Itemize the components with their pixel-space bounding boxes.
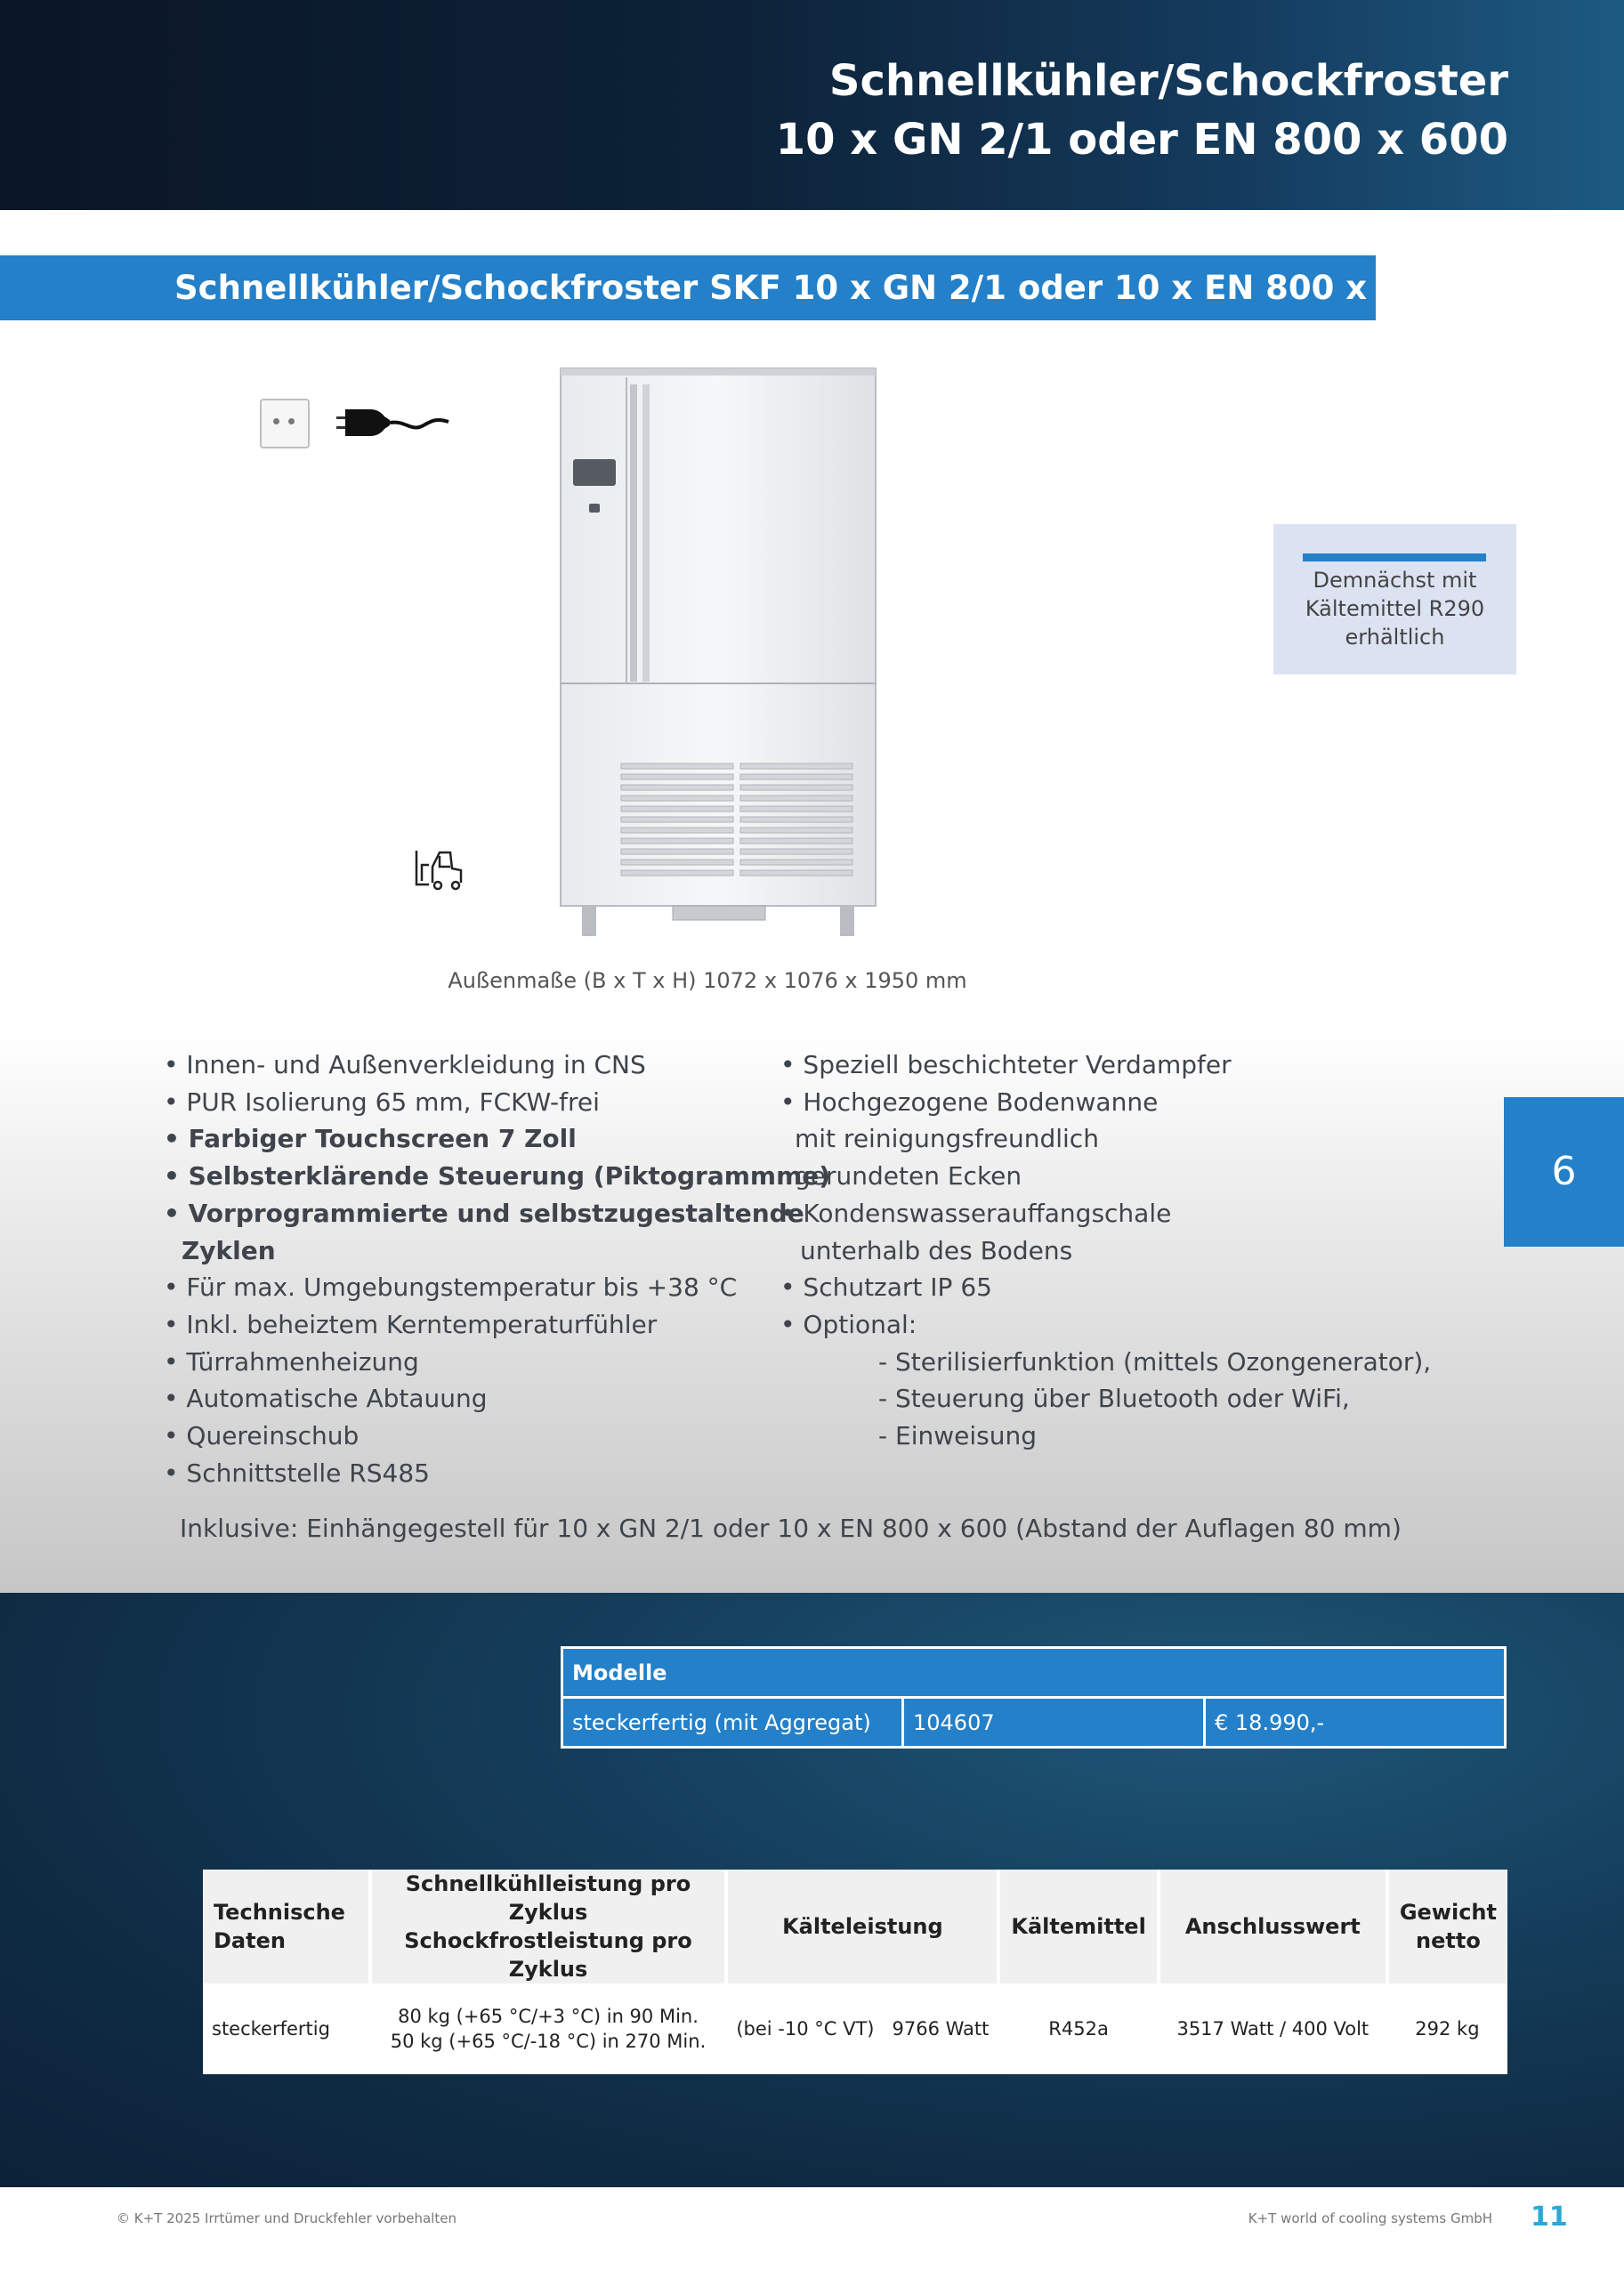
- feature-item: • Inkl. beheiztem Kerntemperaturfühler: [164, 1309, 658, 1339]
- model-price: € 18.990,-: [1205, 1698, 1506, 1748]
- feature-item: • Schutzart IP 65: [780, 1272, 992, 1303]
- feature-subitem: - Einweisung: [878, 1421, 1037, 1451]
- features-list-right: [780, 1046, 1431, 1455]
- feature-item: • Hochgezogene Bodenwanne: [780, 1086, 1159, 1117]
- models-table: [561, 1646, 1507, 1749]
- models-header: Modelle: [562, 1648, 1506, 1698]
- feature-item: • Farbiger Touchscreen 7 Zoll: [164, 1124, 577, 1154]
- note-line: erhältlich: [1345, 625, 1445, 650]
- product-banner-title: Schnellkühler/Schockfroster SKF 10 x GN 2/1 oder 10 x EN 800 x 600: [174, 269, 1448, 307]
- feature-item: • Kondenswasserauffangschale: [780, 1198, 1172, 1228]
- model-article-number: 104607: [903, 1698, 1205, 1748]
- table-cell: R452a: [998, 1983, 1158, 2074]
- note-line: Kältemittel R290: [1305, 596, 1485, 621]
- technical-data-table: [203, 1870, 1507, 2074]
- chapter-tab: 6: [1504, 1097, 1624, 1247]
- copyright-text: © K+T 2025 Irrtümer und Druckfehler vorbehalten: [117, 2210, 456, 2226]
- feature-subitem: - Sterilisierfunktion (mittels Ozongenerator),: [878, 1346, 1432, 1377]
- feature-item: • Selbsterklärende Steuerung (Piktogrammme): [164, 1161, 831, 1192]
- company-name: K+T world of cooling systems GmbH: [1248, 2210, 1492, 2226]
- page-footer: [0, 2187, 1624, 2278]
- feature-item: mit reinigungsfreundlich: [795, 1124, 1099, 1154]
- feature-subitem: - Steuerung über Bluetooth oder WiFi,: [878, 1384, 1350, 1414]
- feature-item: • Für max. Umgebungstemperatur bis +38 °C: [164, 1272, 738, 1303]
- power-socket-icon: [260, 399, 310, 448]
- column-header: Technische Daten: [203, 1870, 370, 1983]
- page-number: 11: [1531, 2201, 1568, 2233]
- features-list-left: [164, 1046, 830, 1491]
- column-header: Gewicht netto: [1387, 1870, 1507, 1983]
- refrigerant-note: [1273, 566, 1516, 651]
- note-line: Demnächst mit: [1313, 568, 1477, 593]
- feature-item: • Quereinschub: [164, 1421, 360, 1451]
- table-cell: steckerfertig: [203, 1983, 370, 2074]
- column-header: Anschlusswert: [1159, 1870, 1387, 1983]
- page-title: [776, 52, 1508, 169]
- feature-item: Zyklen: [182, 1235, 276, 1265]
- forklift-icon: [413, 847, 466, 892]
- feature-item: • Schnittstelle RS485: [164, 1458, 430, 1488]
- feature-item: • Türrahmenheizung: [164, 1346, 419, 1377]
- page-title-line2: 10 x GN 2/1 oder EN 800 x 600: [775, 115, 1508, 165]
- table-cell: (bei -10 °C VT) 9766 Watt: [726, 1983, 998, 2074]
- note-accent-bar: [1303, 553, 1486, 561]
- column-header: Schnellkühlleistung pro Zyklus Schockfrostleistung pro Zyklus: [370, 1870, 727, 1983]
- table-cell: 3517 Watt / 400 Volt: [1159, 1983, 1387, 2074]
- table-cell: 292 kg: [1387, 1983, 1507, 2074]
- column-header: Kältemittel: [998, 1870, 1158, 1983]
- table-cell: 80 kg (+65 °C/+3 °C) in 90 Min. 50 kg (+65 °C/-18 °C) in 270 Min.: [370, 1983, 727, 2074]
- model-variant: steckerfertig (mit Aggregat): [562, 1698, 903, 1748]
- dimensions-caption: Außenmaße (B x T x H) 1072 x 1076 x 1950 mm: [448, 968, 967, 993]
- inclusive-note: Inklusive: Einhängegestell für 10 x GN 2/1 oder 10 x EN 800 x 600 (Abstand der Auflagen 80 mm): [180, 1514, 1402, 1543]
- page-title-line1: Schnellkühler/Schockfroster: [828, 56, 1508, 106]
- table-row: [562, 1698, 1506, 1748]
- feature-item: • PUR Isolierung 65 mm, FCKW-frei: [164, 1086, 600, 1117]
- feature-item: • Innen- und Außenverkleidung in CNS: [164, 1050, 646, 1079]
- feature-item: unterhalb des Bodens: [800, 1235, 1073, 1265]
- blast-chiller-image: [559, 365, 879, 943]
- feature-item: • Optional:: [780, 1309, 917, 1339]
- feature-item: gerundeten Ecken: [795, 1161, 1022, 1192]
- feature-item: • Speziell beschichteter Verdampfer: [780, 1050, 1232, 1079]
- column-header: Kälteleistung: [726, 1870, 998, 1983]
- table-header-row: [203, 1870, 1507, 1983]
- table-row: [203, 1983, 1507, 2074]
- feature-item: • Automatische Abtauung: [164, 1384, 488, 1414]
- feature-item: • Vorprogrammierte und selbstzugestaltende: [164, 1198, 804, 1228]
- power-plug-icon: [335, 402, 450, 443]
